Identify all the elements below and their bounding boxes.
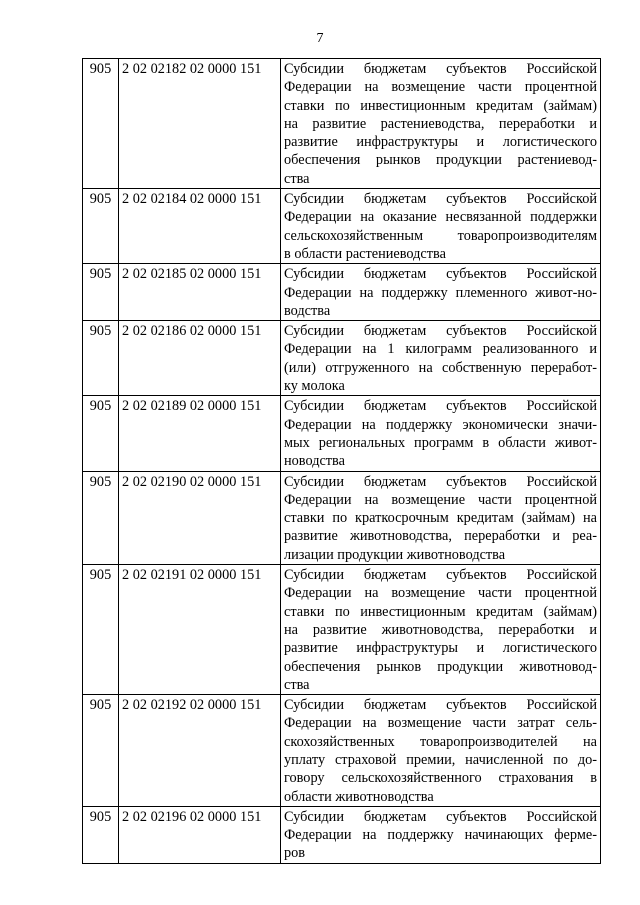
- revenue-name-cell: [281, 321, 601, 396]
- revenue-name-line: Федерации на возмещение части процентной: [284, 491, 597, 508]
- revenue-name-line: обеспечения рынков продукции растениевод-: [284, 152, 597, 169]
- page-number: 7: [316, 31, 324, 46]
- revenue-name-cell: [281, 189, 601, 264]
- revenue-name-line: (или) отгруженного на собственную переработ-: [284, 359, 597, 376]
- revenue-name-cell: [281, 695, 601, 807]
- revenue-name-line: Субсидии бюджетам субъектов Российской: [284, 191, 597, 208]
- revenue-name-line: говору сельскохозяйственного страхования в: [284, 770, 597, 787]
- revenue-name-line: Субсидии бюджетам субъектов Российской: [284, 323, 597, 340]
- revenue-name-line: ставки по краткосрочным кредитам (займам) на: [284, 510, 597, 527]
- budget-code-cell: 2 02 02192 02 0000 151: [119, 695, 281, 807]
- table-row: [83, 321, 601, 396]
- table-row: [83, 471, 601, 564]
- admin-code-cell: 905: [83, 471, 119, 564]
- revenue-name-line: Федерации на оказание несвязанной поддержки: [284, 209, 597, 226]
- budget-code-cell: 2 02 02190 02 0000 151: [119, 471, 281, 564]
- budget-code-cell: 2 02 02189 02 0000 151: [119, 396, 281, 471]
- revenue-name-line: лизации продукции животноводства: [284, 546, 506, 563]
- table-row: [83, 264, 601, 321]
- revenue-name-line: ставки по инвестиционным кредитам (займам): [284, 603, 597, 620]
- revenue-name-line: ку молока: [284, 378, 345, 395]
- revenue-name-line: Федерации на возмещение части затрат сель-: [284, 715, 597, 732]
- revenue-name-line: на развитие растениеводства, переработки и: [284, 115, 597, 132]
- table-row: [83, 695, 601, 807]
- revenue-name-line: Субсидии бюджетам субъектов Российской: [284, 697, 597, 714]
- revenue-name-line: Субсидии бюджетам субъектов Российской: [284, 398, 597, 415]
- revenue-name-line: Субсидии бюджетам субъектов Российской: [284, 473, 597, 490]
- admin-code-cell: 905: [83, 396, 119, 471]
- revenue-name-line: Федерации на поддержку экономически значи-: [284, 416, 597, 433]
- revenue-name-line: Федерации на возмещение части процентной: [284, 79, 597, 96]
- admin-code-cell: 905: [83, 321, 119, 396]
- budget-code-cell: 2 02 02182 02 0000 151: [119, 59, 281, 189]
- revenue-name-line: скохозяйственных товаропроизводителей на: [284, 733, 597, 750]
- budget-code-cell: 2 02 02196 02 0000 151: [119, 806, 281, 863]
- revenue-name-line: ства: [284, 676, 310, 693]
- table-row: [83, 396, 601, 471]
- revenue-name-line: на развитие животноводства, переработки и: [284, 621, 597, 638]
- admin-code-cell: 905: [83, 59, 119, 189]
- revenue-name-line: мых региональных программ в области живот-: [284, 434, 597, 451]
- admin-code-cell: 905: [83, 264, 119, 321]
- revenue-name-line: развитие животноводства, переработки и реа-: [284, 528, 597, 545]
- admin-code-cell: 905: [83, 695, 119, 807]
- budget-code-cell: 2 02 02191 02 0000 151: [119, 565, 281, 695]
- revenue-name-line: Субсидии бюджетам субъектов Российской: [284, 61, 597, 77]
- revenue-name-line: ров: [284, 845, 306, 862]
- admin-code-cell: 905: [83, 189, 119, 264]
- revenue-name-line: развитие инфраструктуры и логистического: [284, 134, 597, 151]
- revenue-name-line: обеспечения рынков продукции животновод-: [284, 658, 597, 675]
- revenue-name-line: водства: [284, 302, 331, 319]
- revenue-name-line: области животноводства: [284, 788, 434, 805]
- revenue-name-line: Субсидии бюджетам субъектов Российской: [284, 808, 597, 825]
- table-body: [83, 59, 601, 864]
- revenue-name-line: развитие инфраструктуры и логистического: [284, 640, 597, 657]
- table-row: [83, 189, 601, 264]
- revenue-name-line: уплату страховой премии, начисленной по до-: [284, 751, 597, 768]
- revenue-name-line: Федерации на поддержку племенного живот-но-: [284, 284, 597, 301]
- revenue-name-line: ставки по инвестиционным кредитам (займам): [284, 97, 597, 114]
- admin-code-cell: 905: [83, 806, 119, 863]
- revenue-name-line: в области растениеводства: [284, 245, 446, 262]
- budget-classification-table: [82, 58, 601, 864]
- revenue-name-cell: [281, 59, 601, 189]
- revenue-name-cell: [281, 565, 601, 695]
- revenue-name-line: ства: [284, 170, 310, 187]
- budget-code-cell: 2 02 02184 02 0000 151: [119, 189, 281, 264]
- revenue-name-line: Субсидии бюджетам субъектов Российской: [284, 266, 597, 283]
- budget-code-cell: 2 02 02185 02 0000 151: [119, 264, 281, 321]
- revenue-name-line: сельскохозяйственным товаропроизводителям: [284, 227, 597, 244]
- revenue-name-cell: [281, 264, 601, 321]
- revenue-name-line: Федерации на 1 килограмм реализованного и: [284, 341, 597, 358]
- revenue-name-line: Субсидии бюджетам субъектов Российской: [284, 567, 597, 584]
- table-row: [83, 59, 601, 189]
- budget-code-cell: 2 02 02186 02 0000 151: [119, 321, 281, 396]
- revenue-name-line: Федерации на возмещение части процентной: [284, 585, 597, 602]
- revenue-name-line: новодства: [284, 453, 345, 470]
- admin-code-cell: 905: [83, 565, 119, 695]
- table-row: [83, 806, 601, 863]
- revenue-name-cell: [281, 471, 601, 564]
- revenue-name-cell: [281, 396, 601, 471]
- table-row: [83, 565, 601, 695]
- revenue-name-line: Федерации на поддержку начинающих ферме-: [284, 827, 597, 844]
- revenue-name-cell: [281, 806, 601, 863]
